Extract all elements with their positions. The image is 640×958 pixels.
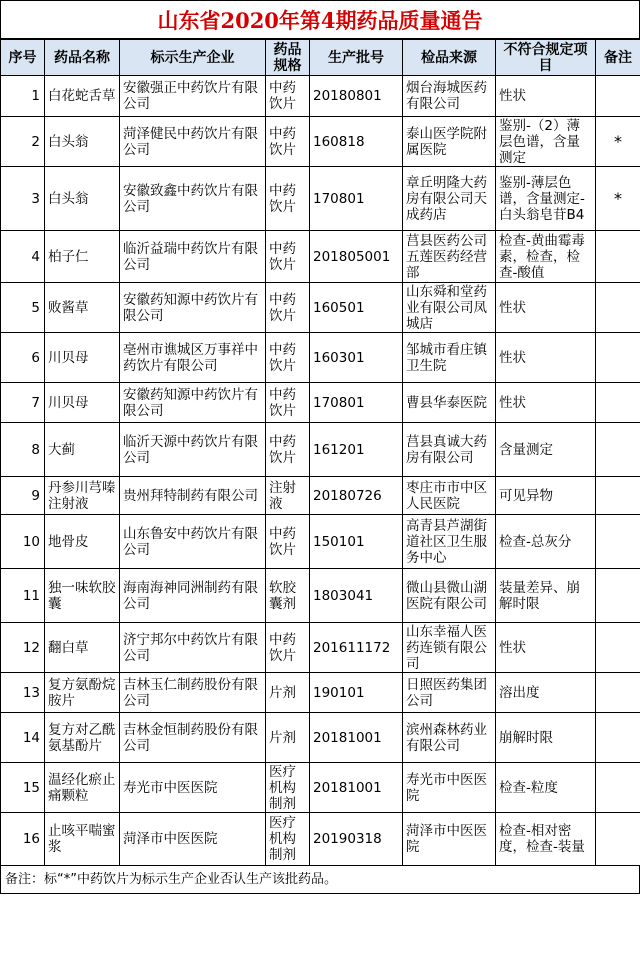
manufacturer: 安徽强正中药饮片有限公司 xyxy=(120,76,266,117)
drug-name: 白头翁 xyxy=(45,117,120,167)
table-row xyxy=(1,231,640,283)
remark xyxy=(596,283,640,333)
table-row xyxy=(1,673,640,713)
remark xyxy=(596,515,640,569)
manufacturer: 菏泽健民中药饮片有限公司 xyxy=(120,117,266,167)
batch-number: 201611172 xyxy=(310,623,403,673)
table-row xyxy=(1,569,640,623)
sample-source: 枣庄市市中区人民医院 xyxy=(403,477,496,515)
specification: 中药饮片 xyxy=(266,283,310,333)
table-row xyxy=(1,383,640,423)
remark: * xyxy=(596,117,640,167)
row-no: 7 xyxy=(1,383,45,423)
specification: 医疗机构制剂 xyxy=(266,763,310,813)
sample-source: 莒县医药公司五莲医药经营部 xyxy=(403,231,496,283)
batch-number: 190101 xyxy=(310,673,403,713)
drug-name: 败酱草 xyxy=(45,283,120,333)
sample-source: 寿光市中医医院 xyxy=(403,763,496,813)
specification: 中药饮片 xyxy=(266,515,310,569)
row-no: 12 xyxy=(1,623,45,673)
specification: 中药饮片 xyxy=(266,231,310,283)
header-item: 不符合规定项目 xyxy=(496,40,596,76)
batch-number: 20180801 xyxy=(310,76,403,117)
batch-number: 20180726 xyxy=(310,477,403,515)
drug-name: 翻白草 xyxy=(45,623,120,673)
failed-item: 溶出度 xyxy=(496,673,596,713)
remark xyxy=(596,423,640,477)
remark xyxy=(596,383,640,423)
row-no: 3 xyxy=(1,167,45,231)
remark: * xyxy=(596,167,640,231)
table-row xyxy=(1,167,640,231)
sample-source: 山东幸福人医药连锁有限公司 xyxy=(403,623,496,673)
failed-item: 崩解时限 xyxy=(496,713,596,763)
specification: 注射液 xyxy=(266,477,310,515)
header-spec: 药品规格 xyxy=(266,40,310,76)
batch-number: 201805001 xyxy=(310,231,403,283)
manufacturer: 山东鲁安中药饮片有限公司 xyxy=(120,515,266,569)
sample-source: 邹城市看庄镇卫生院 xyxy=(403,333,496,383)
failed-item: 装量差异、崩解时限 xyxy=(496,569,596,623)
manufacturer: 安徽药知源中药饮片有限公司 xyxy=(120,283,266,333)
failed-item: 性状 xyxy=(496,333,596,383)
batch-number: 160301 xyxy=(310,333,403,383)
sample-source: 泰山医学院附属医院 xyxy=(403,117,496,167)
row-no: 14 xyxy=(1,713,45,763)
remark xyxy=(596,569,640,623)
specification: 片剂 xyxy=(266,713,310,763)
remark xyxy=(596,813,640,866)
failed-item: 性状 xyxy=(496,383,596,423)
manufacturer: 吉林金恒制药股份有限公司 xyxy=(120,713,266,763)
sample-source: 微山县微山湖医院有限公司 xyxy=(403,569,496,623)
remark xyxy=(596,76,640,117)
sample-source: 菏泽市中医医院 xyxy=(403,813,496,866)
failed-item: 检查-相对密度，检查-装量 xyxy=(496,813,596,866)
row-no: 15 xyxy=(1,763,45,813)
sample-source: 日照医药集团公司 xyxy=(403,673,496,713)
header-maker: 标示生产企业 xyxy=(120,40,266,76)
failed-item: 性状 xyxy=(496,623,596,673)
manufacturer: 寿光市中医医院 xyxy=(120,763,266,813)
sample-source: 滨州森林药业有限公司 xyxy=(403,713,496,763)
row-no: 9 xyxy=(1,477,45,515)
sample-source: 曹县华泰医院 xyxy=(403,383,496,423)
row-no: 1 xyxy=(1,76,45,117)
header-source: 检品来源 xyxy=(403,40,496,76)
drug-name: 白头翁 xyxy=(45,167,120,231)
remark xyxy=(596,333,640,383)
sample-source: 烟台海城医药有限公司 xyxy=(403,76,496,117)
specification: 中药饮片 xyxy=(266,76,310,117)
failed-item: 性状 xyxy=(496,283,596,333)
header-note: 备注 xyxy=(596,40,640,76)
batch-number: 170801 xyxy=(310,167,403,231)
sample-source: 山东舜和堂药业有限公司凤城店 xyxy=(403,283,496,333)
manufacturer: 临沂天源中药饮片有限公司 xyxy=(120,423,266,477)
row-no: 6 xyxy=(1,333,45,383)
manufacturer: 海南海神同洲制药有限公司 xyxy=(120,569,266,623)
manufacturer: 亳州市谯城区万事祥中药饮片有限公司 xyxy=(120,333,266,383)
table-row xyxy=(1,117,640,167)
batch-number: 170801 xyxy=(310,383,403,423)
footnote: 备注：标“*”中药饮片为标示生产企业否认生产该批药品。 xyxy=(0,866,640,894)
specification: 软胶囊剂 xyxy=(266,569,310,623)
failed-item: 含量测定 xyxy=(496,423,596,477)
manufacturer: 吉林玉仁制药股份有限公司 xyxy=(120,673,266,713)
row-no: 4 xyxy=(1,231,45,283)
header-name: 药品名称 xyxy=(45,40,120,76)
remark xyxy=(596,713,640,763)
manufacturer: 济宁邦尔中药饮片有限公司 xyxy=(120,623,266,673)
row-no: 11 xyxy=(1,569,45,623)
drug-name: 丹参川芎嗪注射液 xyxy=(45,477,120,515)
batch-number: 20181001 xyxy=(310,763,403,813)
specification: 中药饮片 xyxy=(266,423,310,477)
table-row xyxy=(1,763,640,813)
sample-source: 高青县芦湖街道社区卫生服务中心 xyxy=(403,515,496,569)
table-row xyxy=(1,283,640,333)
remark xyxy=(596,623,640,673)
remark xyxy=(596,673,640,713)
drug-name: 温经化瘀止痛颗粒 xyxy=(45,763,120,813)
table-row xyxy=(1,477,640,515)
batch-number: 150101 xyxy=(310,515,403,569)
header-batch: 生产批号 xyxy=(310,40,403,76)
specification: 中药饮片 xyxy=(266,383,310,423)
table-header-row xyxy=(1,40,640,76)
specification: 医疗机构制剂 xyxy=(266,813,310,866)
page-title: 山东省2020年第4期药品质量通告 xyxy=(0,0,640,39)
manufacturer: 贵州拜特制药有限公司 xyxy=(120,477,266,515)
drug-name: 复方对乙酰氨基酚片 xyxy=(45,713,120,763)
row-no: 16 xyxy=(1,813,45,866)
remark xyxy=(596,477,640,515)
table-row xyxy=(1,333,640,383)
drug-name: 止咳平喘蜜浆 xyxy=(45,813,120,866)
batch-number: 20190318 xyxy=(310,813,403,866)
specification: 中药饮片 xyxy=(266,167,310,231)
batch-number: 160501 xyxy=(310,283,403,333)
manufacturer: 菏泽市中医医院 xyxy=(120,813,266,866)
remark xyxy=(596,763,640,813)
remark xyxy=(596,231,640,283)
failed-item: 可见异物 xyxy=(496,477,596,515)
drug-name: 独一味软胶囊 xyxy=(45,569,120,623)
failed-item: 鉴别-（2）薄层色谱，含量测定 xyxy=(496,117,596,167)
row-no: 10 xyxy=(1,515,45,569)
drug-name: 大蓟 xyxy=(45,423,120,477)
header-no: 序号 xyxy=(1,40,45,76)
specification: 中药饮片 xyxy=(266,333,310,383)
drug-name: 白花蛇舌草 xyxy=(45,76,120,117)
table-row xyxy=(1,813,640,866)
drug-name: 复方氨酚烷胺片 xyxy=(45,673,120,713)
manufacturer: 安徽药知源中药饮片有限公司 xyxy=(120,383,266,423)
table-row xyxy=(1,76,640,117)
specification: 中药饮片 xyxy=(266,623,310,673)
failed-item: 检查-总灰分 xyxy=(496,515,596,569)
failed-item: 性状 xyxy=(496,76,596,117)
drug-name: 川贝母 xyxy=(45,383,120,423)
batch-number: 161201 xyxy=(310,423,403,477)
sample-source: 章丘明隆大药房有限公司天成药店 xyxy=(403,167,496,231)
batch-number: 20181001 xyxy=(310,713,403,763)
failed-item: 检查-粒度 xyxy=(496,763,596,813)
row-no: 2 xyxy=(1,117,45,167)
table-row xyxy=(1,623,640,673)
specification: 中药饮片 xyxy=(266,117,310,167)
batch-number: 160818 xyxy=(310,117,403,167)
row-no: 13 xyxy=(1,673,45,713)
batch-number: 1803041 xyxy=(310,569,403,623)
drug-name: 地骨皮 xyxy=(45,515,120,569)
row-no: 5 xyxy=(1,283,45,333)
manufacturer: 临沂益瑞中药饮片有限公司 xyxy=(120,231,266,283)
manufacturer: 安徽致鑫中药饮片有限公司 xyxy=(120,167,266,231)
specification: 片剂 xyxy=(266,673,310,713)
failed-item: 检查-黄曲霉毒素，检查，检查-酸值 xyxy=(496,231,596,283)
drug-quality-table xyxy=(0,39,640,866)
drug-name: 川贝母 xyxy=(45,333,120,383)
sample-source: 莒县真诚大药房有限公司 xyxy=(403,423,496,477)
row-no: 8 xyxy=(1,423,45,477)
drug-name: 柏子仁 xyxy=(45,231,120,283)
table-row xyxy=(1,515,640,569)
table-row xyxy=(1,713,640,763)
failed-item: 鉴别-薄层色谱，含量测定-白头翁皂苷B4 xyxy=(496,167,596,231)
table-row xyxy=(1,423,640,477)
